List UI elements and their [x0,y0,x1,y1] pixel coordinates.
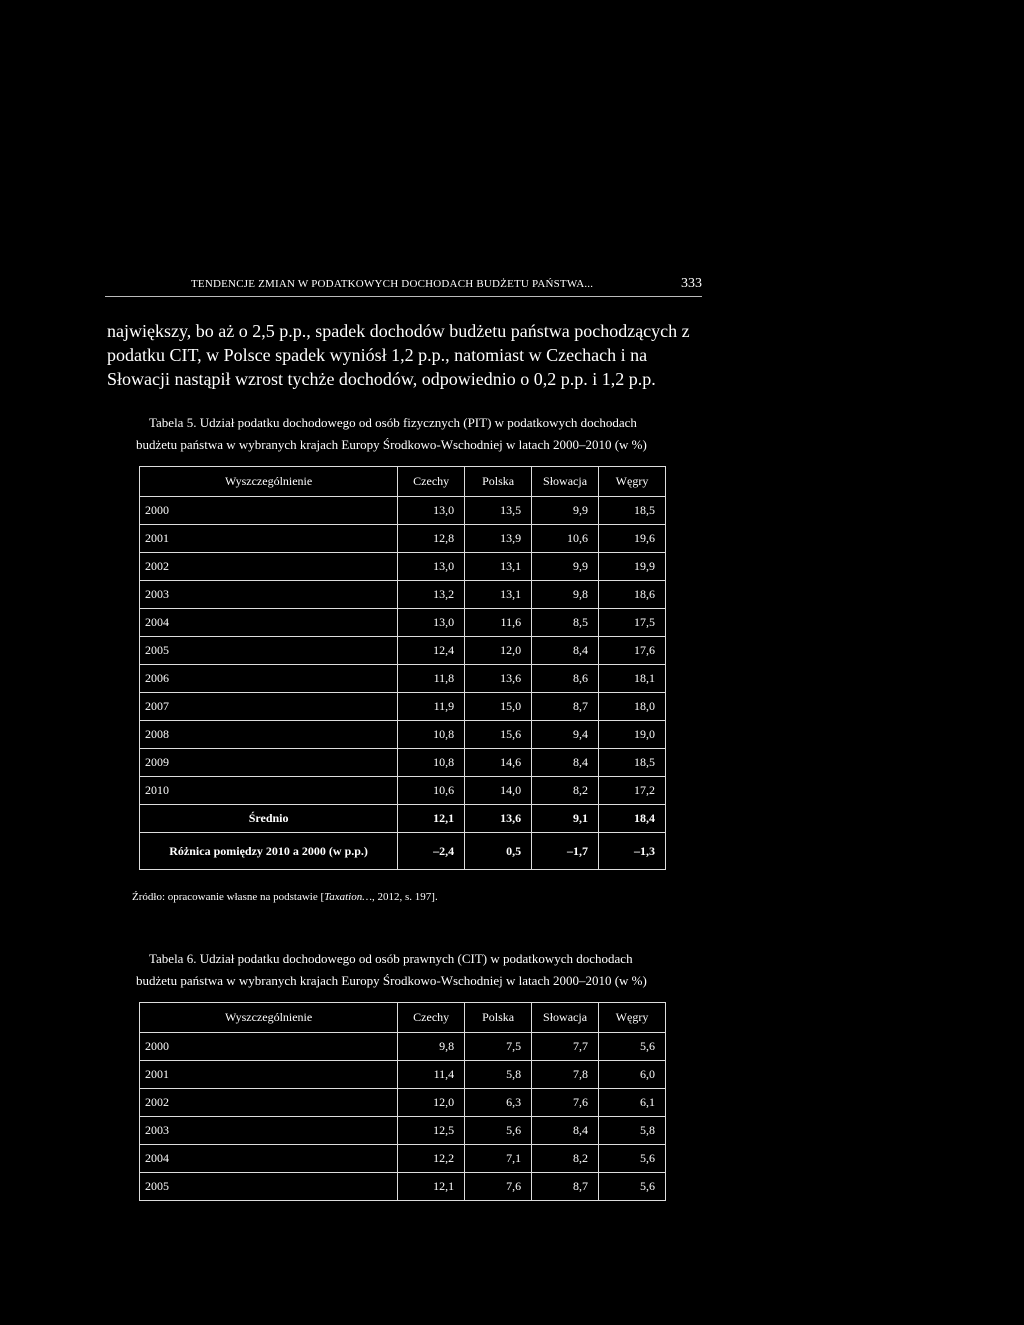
value-cell: 13,0 [398,497,465,525]
value-cell: 7,5 [465,1033,532,1061]
value-cell: 5,6 [599,1145,666,1173]
value-cell: 12,2 [398,1145,465,1173]
value-cell: 6,1 [599,1089,666,1117]
value-cell: 13,6 [465,665,532,693]
table-row [140,777,666,805]
table-row [140,1061,666,1089]
table5-header-cell: Słowacja [532,467,599,497]
value-cell: 8,6 [532,665,599,693]
value-cell: 8,4 [532,749,599,777]
row-label-cell: 2003 [140,1117,398,1145]
table6-header-cell: Czechy [398,1003,465,1033]
summary-value-cell: 9,1 [532,805,599,833]
value-cell: 7,6 [532,1089,599,1117]
table-row [140,525,666,553]
row-label-cell: 2004 [140,1145,398,1173]
table-row [140,581,666,609]
table6-caption-line2: budżetu państwa w wybranych krajach Europy Środkowo-Wschodniej w latach 2000–2010 (w %) [136,973,647,988]
table5-header-row [140,467,666,497]
summary-value-cell: –2,4 [398,833,465,870]
row-label-cell: 2003 [140,581,398,609]
value-cell: 5,8 [599,1117,666,1145]
value-cell: 17,5 [599,609,666,637]
value-cell: 19,9 [599,553,666,581]
table-row [140,553,666,581]
value-cell: 13,1 [465,553,532,581]
table5-source [132,891,438,903]
value-cell: 9,8 [532,581,599,609]
source-prefix: Źródło: opracowanie własne na podstawie [ [132,891,325,903]
value-cell: 12,8 [398,525,465,553]
value-cell: 8,7 [532,693,599,721]
table6-header-cell: Wyszczególnienie [140,1003,398,1033]
value-cell: 18,0 [599,693,666,721]
table-row [140,1089,666,1117]
table5-caption-line1: Tabela 5. Udział podatku dochodowego od osób fizycznych (PIT) w podatkowych dochodach [149,415,637,430]
value-cell: 11,4 [398,1061,465,1089]
running-header [105,276,702,297]
value-cell: 6,3 [465,1089,532,1117]
summary-label-cell: Różnica pomiędzy 2010 a 2000 (w p.p.) [140,833,398,870]
value-cell: 12,5 [398,1117,465,1145]
value-cell: 7,8 [532,1061,599,1089]
source-italic: Taxation… [324,891,373,903]
summary-value-cell: 0,5 [465,833,532,870]
value-cell: 11,6 [465,609,532,637]
value-cell: 13,0 [398,553,465,581]
value-cell: 19,6 [599,525,666,553]
row-label-cell: 2010 [140,777,398,805]
table-row [140,1173,666,1201]
table-row [140,693,666,721]
value-cell: 10,8 [398,721,465,749]
table5-header-cell: Polska [465,467,532,497]
value-cell: 5,6 [465,1117,532,1145]
row-label-cell: 2004 [140,609,398,637]
value-cell: 9,9 [532,553,599,581]
value-cell: 9,9 [532,497,599,525]
value-cell: 12,4 [398,637,465,665]
value-cell: 17,6 [599,637,666,665]
page-number: 333 [681,276,702,291]
value-cell: 7,7 [532,1033,599,1061]
value-cell: 13,5 [465,497,532,525]
value-cell: 8,2 [532,1145,599,1173]
value-cell: 9,8 [398,1033,465,1061]
value-cell: 5,6 [599,1173,666,1201]
value-cell: 12,0 [398,1089,465,1117]
table5-header-cell: Czechy [398,467,465,497]
summary-value-cell: 13,6 [465,805,532,833]
summary-value-cell: 18,4 [599,805,666,833]
value-cell: 15,0 [465,693,532,721]
value-cell: 5,8 [465,1061,532,1089]
table-row [140,665,666,693]
summary-value-cell: 12,1 [398,805,465,833]
value-cell: 19,0 [599,721,666,749]
value-cell: 5,6 [599,1033,666,1061]
value-cell: 6,0 [599,1061,666,1089]
value-cell: 14,0 [465,777,532,805]
table-row [140,1145,666,1173]
row-label-cell: 2008 [140,721,398,749]
row-label-cell: 2005 [140,1173,398,1201]
value-cell: 7,1 [465,1145,532,1173]
value-cell: 17,2 [599,777,666,805]
value-cell: 11,9 [398,693,465,721]
table6-header-cell: Polska [465,1003,532,1033]
table5-header-cell: Wyszczególnienie [140,467,398,497]
row-label-cell: 2000 [140,497,398,525]
body-paragraph: największy, bo aż o 2,5 p.p., spadek dochodów budżetu państwa pochodzących z podatku CIT, w Polsce spadek wyniósł 1,2 p.p., natomiast w Czechach i na Słowacji nastąpił wzrost tychże dochodów, odpowiednio o 0,2 p.p. i 1,2 p.p. [107,321,690,389]
table-row [140,1033,666,1061]
value-cell: 12,0 [465,637,532,665]
value-cell: 7,6 [465,1173,532,1201]
table6-header-row [140,1003,666,1033]
summary-value-cell: –1,7 [532,833,599,870]
value-cell: 13,0 [398,609,465,637]
value-cell: 18,5 [599,497,666,525]
table-row [140,609,666,637]
table-row [140,637,666,665]
table-row [140,749,666,777]
value-cell: 18,6 [599,581,666,609]
value-cell: 8,4 [532,637,599,665]
value-cell: 9,4 [532,721,599,749]
value-cell: 8,2 [532,777,599,805]
row-label-cell: 2002 [140,1089,398,1117]
table5-caption-line2: budżetu państwa w wybranych krajach Europy Środkowo-Wschodniej w latach 2000–2010 (w %) [136,437,647,452]
row-label-cell: 2007 [140,693,398,721]
difference-row [140,833,666,870]
value-cell: 8,7 [532,1173,599,1201]
table5-caption [136,412,676,456]
value-cell: 13,2 [398,581,465,609]
table5 [139,466,666,870]
value-cell: 12,1 [398,1173,465,1201]
table-row [140,721,666,749]
row-label-cell: 2009 [140,749,398,777]
value-cell: 10,8 [398,749,465,777]
value-cell: 13,1 [465,581,532,609]
table-row [140,1117,666,1145]
value-cell: 11,8 [398,665,465,693]
row-label-cell: 2001 [140,1061,398,1089]
table6-caption [136,948,676,992]
table6 [139,1002,666,1201]
value-cell: 18,1 [599,665,666,693]
table6-header-cell: Węgry [599,1003,666,1033]
source-suffix: , 2012, s. 197]. [372,891,438,903]
average-row [140,805,666,833]
value-cell: 10,6 [532,525,599,553]
table-row [140,497,666,525]
running-title: TENDENCJE ZMIAN W PODATKOWYCH DOCHODACH BUDŻETU PAŃSTWA... [191,278,594,290]
value-cell: 18,5 [599,749,666,777]
table5-header-cell: Węgry [599,467,666,497]
value-cell: 8,5 [532,609,599,637]
value-cell: 8,4 [532,1117,599,1145]
summary-label-cell: Średnio [140,805,398,833]
value-cell: 14,6 [465,749,532,777]
row-label-cell: 2006 [140,665,398,693]
row-label-cell: 2001 [140,525,398,553]
row-label-cell: 2005 [140,637,398,665]
table6-caption-line1: Tabela 6. Udział podatku dochodowego od osób prawnych (CIT) w podatkowych dochodach [149,951,633,966]
row-label-cell: 2002 [140,553,398,581]
row-label-cell: 2000 [140,1033,398,1061]
value-cell: 10,6 [398,777,465,805]
summary-value-cell: –1,3 [599,833,666,870]
table6-header-cell: Słowacja [532,1003,599,1033]
value-cell: 15,6 [465,721,532,749]
value-cell: 13,9 [465,525,532,553]
